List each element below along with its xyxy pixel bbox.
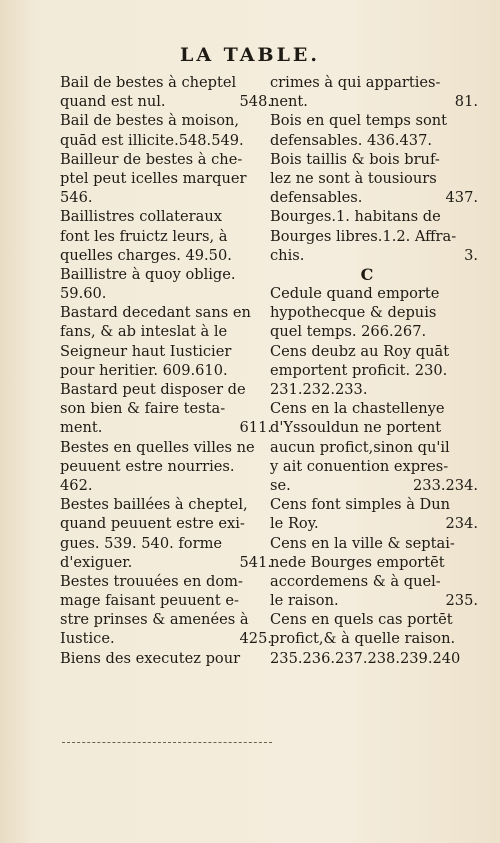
index-text: Bestes baillées à cheptel,: [60, 496, 248, 514]
index-line: [270, 150, 478, 169]
index-line: [60, 111, 272, 130]
index-line: [270, 284, 478, 303]
index-text: Bois taillis & bois bruf-: [270, 150, 440, 168]
index-line: [60, 322, 272, 341]
index-text: ment.: [60, 419, 103, 437]
index-line: [270, 495, 478, 514]
index-line: [270, 514, 478, 533]
index-line: [270, 131, 478, 150]
index-line: [60, 438, 272, 457]
index-text: quand peuuent estre exi-: [60, 515, 245, 533]
index-line: [60, 553, 272, 572]
index-text: Cens font simples à Dun: [270, 496, 451, 514]
index-text: fans, & ab inteslat à le: [60, 323, 228, 341]
index-line: [60, 380, 272, 399]
index-text: font les fruictz leurs, à: [60, 227, 228, 245]
page-reference: 425.: [239, 630, 272, 648]
index-line: [60, 131, 272, 150]
index-line: [60, 265, 272, 284]
index-line: [60, 591, 272, 610]
index-line: [270, 380, 478, 399]
index-line: [60, 92, 272, 111]
index-text: Biens des executez pour: [60, 649, 241, 667]
index-line: [60, 495, 272, 514]
index-text: emportent proficit. 230.: [270, 361, 448, 379]
index-text: Cens deubz au Roy quāt: [270, 342, 450, 360]
page-reference: 548.: [239, 93, 272, 111]
index-line: [60, 629, 272, 648]
index-line: [270, 610, 478, 629]
index-line: [270, 73, 478, 92]
index-text: nent.: [270, 93, 308, 111]
index-text: pour heritier. 609.610.: [60, 361, 228, 379]
left-column: [60, 73, 272, 668]
index-text: y ait conuention expres-: [270, 457, 449, 475]
index-text: nede Bourges emportēt: [270, 553, 445, 571]
index-text: Cens en la chastellenye: [270, 400, 445, 418]
index-text: Bail de bestes à cheptel: [60, 74, 237, 91]
page-reference: 541.: [239, 553, 272, 571]
index-text: mage faisant peuuent e-: [60, 592, 239, 610]
index-line: [270, 572, 478, 591]
page-reference: 3.: [464, 246, 478, 264]
index-text: quel temps. 266.267.: [270, 323, 427, 341]
index-text: C: [360, 264, 374, 284]
index-line: [60, 534, 272, 553]
index-line: [270, 322, 478, 341]
index-line: [270, 591, 478, 610]
index-line: [60, 572, 272, 591]
index-line: [270, 438, 478, 457]
index-text: Bailleur de bestes à che-: [60, 150, 243, 168]
index-text: ptel peut icelles marquer: [60, 169, 247, 187]
index-line: [270, 553, 478, 572]
index-line: [270, 457, 478, 476]
index-line: [60, 303, 272, 322]
index-text: Baillistre à quoy oblige.: [60, 265, 236, 283]
index-text: Cens en quels cas portēt: [270, 611, 453, 629]
index-text: Seigneur haut Iusticier: [60, 342, 232, 360]
index-line: [270, 649, 478, 668]
index-text: quelles charges. 49.50.: [60, 246, 232, 264]
index-text: son bien & faire testa-: [60, 400, 226, 418]
index-line: [270, 534, 478, 553]
index-text: le Roy.: [270, 515, 319, 533]
index-text: 59.60.: [60, 285, 107, 303]
index-text: d'Yssouldun ne portent: [270, 419, 442, 437]
index-line: [270, 188, 478, 207]
index-text: se.: [270, 476, 291, 494]
page-reference: 611.: [239, 419, 272, 437]
page-reference: 81.: [454, 93, 478, 111]
index-line: [60, 476, 272, 495]
index-text: lez ne sont à tousiours: [270, 169, 437, 187]
index-text: Bail de bestes à moison,: [60, 112, 240, 130]
index-line: [60, 227, 272, 246]
index-line: [270, 399, 478, 418]
index-line: [60, 457, 272, 476]
index-text: Bourges libres.1.2. Affra-: [270, 227, 457, 245]
index-line: [270, 361, 478, 380]
index-text: Bestes trouuées en dom-: [60, 572, 243, 590]
index-text: 462.: [60, 476, 93, 494]
index-text: Bois en quel temps sont: [270, 112, 448, 130]
index-line: [60, 284, 272, 303]
page-reference: 437.: [445, 189, 478, 207]
index-line: [270, 207, 478, 226]
index-text: quand est nul.: [60, 93, 166, 111]
index-line: [60, 207, 272, 226]
index-text: accordemens & à quel-: [270, 572, 441, 590]
index-text: Bourges.1. habitans de: [270, 208, 441, 226]
index-line: [60, 399, 272, 418]
index-text: hypothecque & depuis: [270, 304, 437, 322]
index-line: [270, 92, 478, 111]
index-line: [60, 649, 272, 668]
index-text: peuuent estre nourries.: [60, 457, 235, 475]
index-text: Bastard decedant sans en: [60, 304, 251, 322]
index-line: [270, 476, 478, 495]
index-text: stre prinses & amenées à: [60, 611, 249, 629]
index-text: defensables. 436.437.: [270, 131, 433, 149]
index-line: [270, 227, 478, 246]
index-line: [60, 610, 272, 629]
index-line: [270, 342, 478, 361]
index-text: 231.232.233.: [270, 381, 368, 398]
index-line: [60, 73, 272, 92]
page-header: LA TABLE.: [179, 44, 321, 66]
section-letter: [270, 265, 478, 284]
index-line: [270, 418, 478, 437]
index-line: [270, 169, 478, 188]
index-text: Bastard peut disposer de: [60, 381, 246, 398]
index-text: Cedule quand emporte: [270, 285, 440, 303]
index-text: 546.: [60, 189, 93, 207]
index-text: crimes à qui apparties-: [270, 74, 441, 91]
index-text: Baillistres collateraux: [60, 208, 222, 226]
index-text: gues. 539. 540. forme: [60, 534, 223, 552]
index-line: [60, 246, 272, 265]
page-reference: 235.: [445, 592, 478, 610]
index-text: Cens en la ville & septai-: [270, 534, 455, 552]
index-line: [270, 629, 478, 648]
index-line: [270, 111, 478, 130]
index-text: profict,& à quelle raison.: [270, 630, 456, 648]
index-text: chis.: [270, 246, 305, 264]
index-line: [270, 303, 478, 322]
index-text: 235.236.237.238.239.240: [270, 649, 461, 667]
index-text: d'exiguer.: [60, 553, 133, 571]
index-text: defensables.: [270, 189, 363, 207]
right-column: [270, 73, 478, 668]
index-line: [60, 188, 272, 207]
index-line: [60, 361, 272, 380]
index-line: [60, 169, 272, 188]
index-line: [60, 418, 272, 437]
index-line: [270, 246, 478, 265]
page-reference: 234.: [445, 515, 478, 533]
index-line: [60, 514, 272, 533]
footer-rule: [62, 742, 272, 744]
page-reference: 233.234.: [413, 476, 478, 494]
index-line: [60, 150, 272, 169]
index-text: Iustice.: [60, 630, 115, 648]
index-text: le raison.: [270, 592, 339, 610]
index-line: [60, 342, 272, 361]
index-text: quād est illicite.548.549.: [60, 131, 244, 149]
index-text: aucun profict,sinon qu'il: [270, 438, 450, 456]
index-text: Bestes en quelles villes ne: [60, 438, 255, 456]
